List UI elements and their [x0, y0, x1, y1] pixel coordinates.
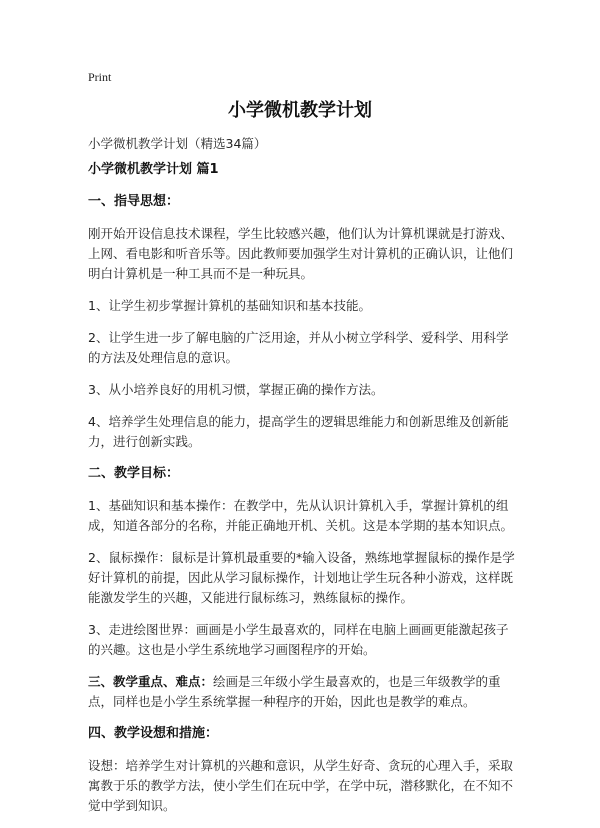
key-points-text: 绘画是三年级小学生最喜欢的，也是三年级教学的重点，同样也是小学生系统掌握一种程序的开始，因此也是教学的难点。 — [88, 674, 501, 709]
paragraph: 2、让学生进一步了解电脑的广泛用途，并从小树立学科学、爱科学、用科学的方法及处理信息的意识。 — [88, 330, 509, 365]
paragraph: 2、鼠标操作：鼠标是计算机最重要的*输入设备，熟练地掌握鼠标的操作是学好计算机的前提，因此从学习鼠标操作，计划地让学生玩各种小游戏，这样既能激发学生的兴趣，又能进行鼠标练习，熟练鼠标的操作。 — [88, 550, 515, 605]
paragraph: 刚开始开设信息技术课程，学生比较感兴趣，他们认为计算机课就是打游戏、上网、看电影和听音乐等。因此教师要加强学生对计算机的正确认识，让他们明白计算机是一种工具而不是一种玩具。 — [88, 226, 514, 281]
section-heading-guiding: 一、指导思想： — [88, 194, 180, 209]
paragraph: 设想：培养学生对计算机的兴趣和意识，从学生好奇、贪玩的心理入手，采取寓教于乐的教学方法，使小学生们在玩中学，在学中玩，潜移默化，在不知不觉中学到知识。 — [88, 758, 514, 813]
page-title: 小学微机教学计划 — [228, 100, 372, 121]
paragraph: 3、从小培养良好的用机习惯，掌握正确的操作方法。 — [88, 382, 384, 397]
section-heading-measures: 四、教学设想和措施： — [88, 726, 219, 741]
article-body — [88, 160, 516, 828]
section-heading-goals: 二、教学目标： — [88, 466, 180, 481]
print-label[interactable]: Print — [88, 70, 112, 84]
paragraph-key-points — [88, 672, 516, 712]
subtitle: 小学微机教学计划（精选34篇） — [88, 136, 267, 151]
section-heading-key-points: 三、教学重点、难点： — [88, 674, 214, 689]
paragraph: 4、培养学生处理信息的能力，提高学生的逻辑思维能力和创新思维及创新能力，进行创新实践。 — [88, 414, 509, 449]
paragraph: 1、基础知识和基本操作：在教学中，先从认识计算机入手，掌握计算机的组成，知道各部分的名称，并能正确地开机、关机。这是本学期的基本知识点。 — [88, 498, 514, 533]
part-title: 小学微机教学计划 篇1 — [88, 162, 219, 177]
paragraph: 1、让学生初步掌握计算机的基础知识和基本技能。 — [88, 298, 371, 313]
paragraph: 3、走进绘图世界：画画是小学生最喜欢的，同样在电脑上画画更能激起孩子的兴趣。这也是小学生系统地学习画图程序的开始。 — [88, 622, 509, 657]
